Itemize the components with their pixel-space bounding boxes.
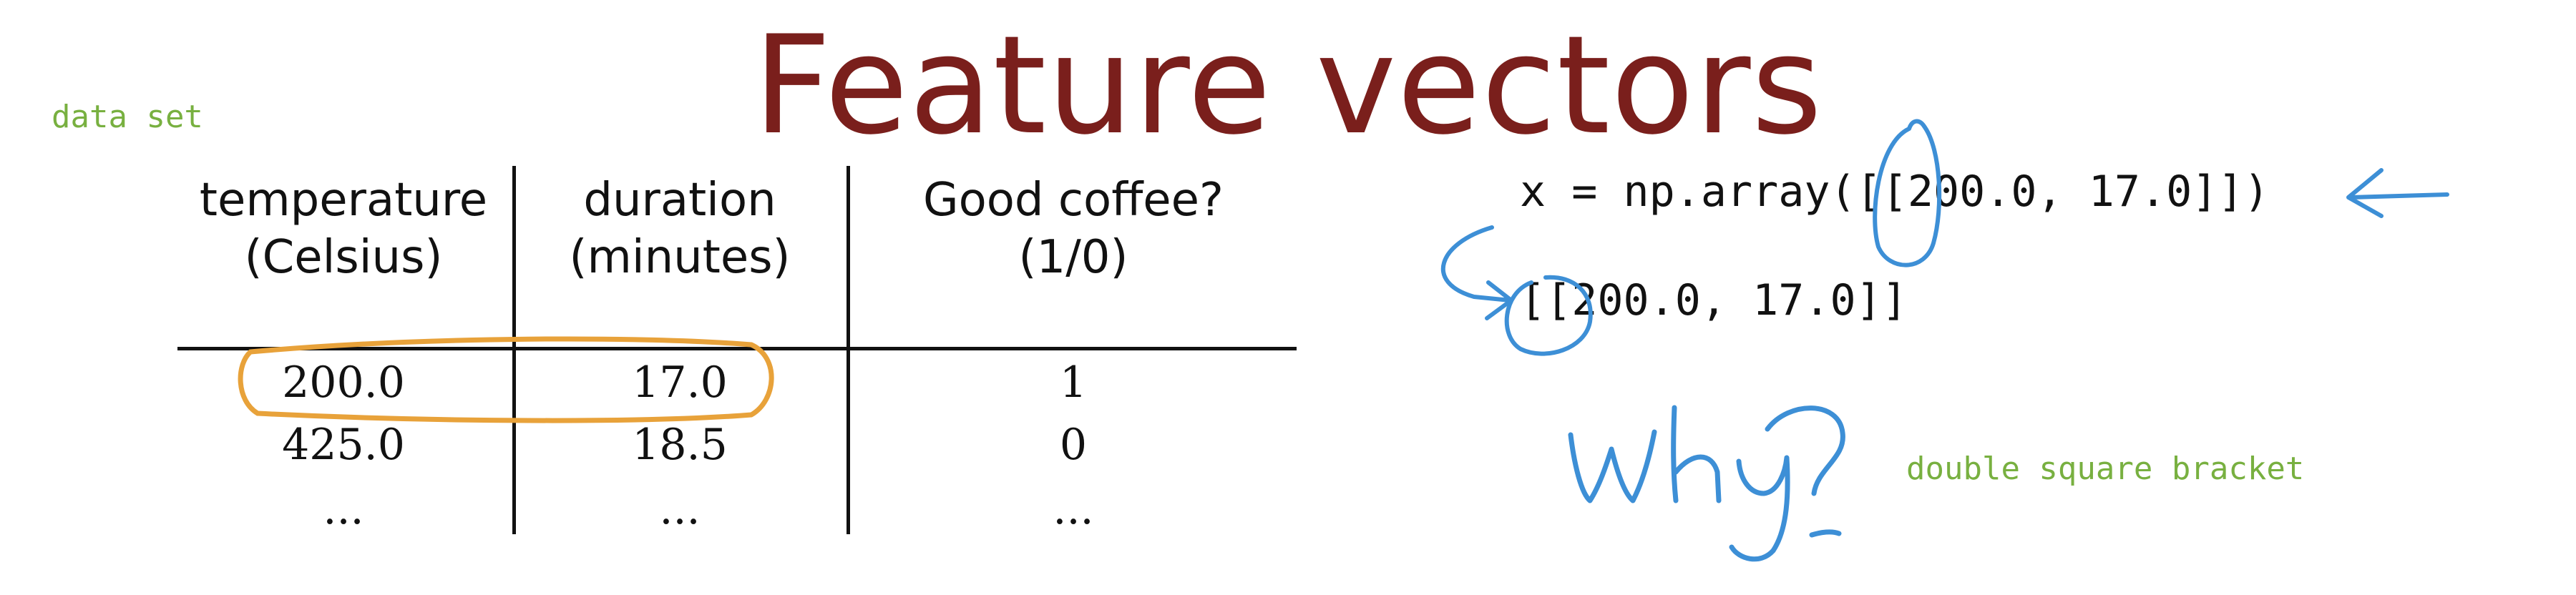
table-cell: 1 <box>1059 358 1088 408</box>
header-line: (minutes) <box>569 231 791 284</box>
slide-title: Feature vectors <box>753 6 1823 164</box>
note-data-set: data set <box>52 99 203 135</box>
header-line: (Celsius) <box>244 231 443 284</box>
table-cell: 18.5 <box>632 420 728 470</box>
header-line: duration <box>583 174 776 227</box>
blue-curved-arrow <box>1443 227 1511 318</box>
table-header-temperature <box>180 172 507 286</box>
blue-arrow-left <box>2348 170 2447 216</box>
table-cell: ... <box>1053 484 1094 534</box>
table-cell: 0 <box>1059 420 1088 470</box>
table-cell: 200.0 <box>282 358 405 408</box>
table-cell: 17.0 <box>632 358 728 408</box>
header-line: temperature <box>199 174 488 227</box>
note-double-square-bracket: double square bracket <box>1906 451 2305 487</box>
code-line-output: [[200.0, 17.0]] <box>1520 275 1908 325</box>
header-line: Good coffee? <box>922 174 1224 227</box>
code-line-np-array: x = np.array([[200.0, 17.0]]) <box>1520 167 2270 217</box>
handwritten-why-question <box>1571 408 1843 559</box>
table-cell: ... <box>659 484 701 534</box>
table-cell: 425.0 <box>282 420 405 470</box>
header-line: (1/0) <box>1018 231 1128 284</box>
table-header-divider <box>177 347 1297 350</box>
table-header-good-coffee <box>852 172 1295 286</box>
table-cell: ... <box>323 484 364 534</box>
table-header-duration <box>515 172 844 286</box>
